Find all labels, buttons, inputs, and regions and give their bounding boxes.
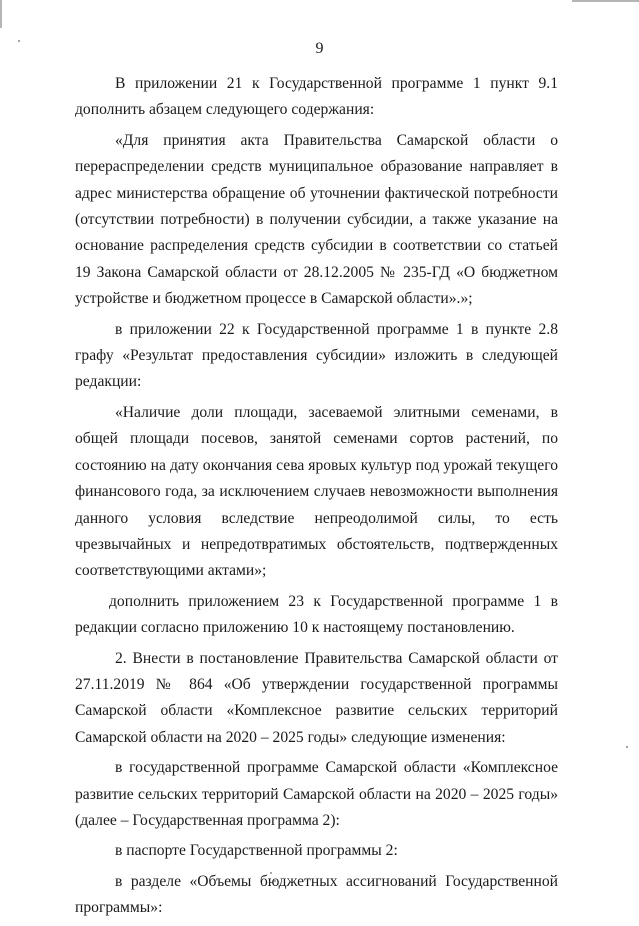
page-number: 9: [315, 40, 324, 57]
scan-edge-mark-left: [0, 0, 2, 28]
paragraph-passport-program-2: в паспорте Государственной программы 2:: [115, 842, 398, 860]
paragraph-quoted-subsidy-result: «Наличие доли площади, засеваемой элитными семенами, в общей площади посевов, занятой семенами сортов растений, по состоянию на дату окончания сева яровых культур под урожай текущего финансового года, за исключением случаев невозможности выполнения данного условия вследствие непреодолимой силы, то есть чрезвычайных и непредотвратимых обстоятельств, подтвержденных соответствующими актами»;: [75, 403, 558, 580]
paragraph-item-2-amend-resolution: 2. Внести в постановление Правительства Самарской области от 27.11.2019 № 864 «Об утверждении государственной программы Самарской области «Комплексное развитие сельских территорий Самарской области на 2020 – 2025 годы» следующие изменения:: [75, 649, 558, 746]
paragraph-appendix-22: в приложении 22 к Государственной программе 1 в пункте 2.8 графу «Результат предоставления субсидии» изложить в следующей редакции:: [75, 320, 558, 391]
paragraph-state-program-2: в государственной программе Самарской области «Комплексное развитие сельских территорий Самарской области на 2020 – 2025 годы» (далее – Государственная программа 2):: [75, 759, 558, 829]
paragraph-quoted-subsidy-redistribution: «Для принятия акта Правительства Самарской области о перераспределении средств муниципальное образование направляет в адрес министерства обращение об уточнении фактической потребности (отсутствии потребности) в получении субсидии, а также указание на основание распределения средств субсидии в соответствии со статьей 19 Закона Самарской области от 28.12.2005 № 235-ГД «О бюджетном устройстве и бюджетном процессе в Самарской области».»;: [75, 131, 558, 308]
scan-speck: [626, 746, 628, 748]
document-body: [75, 71, 558, 926]
paragraph-appendix-21: В приложении 21 к Государственной программе 1 пункт 9.1 дополнить абзацем следующего содержания:: [75, 75, 558, 119]
paragraph-section-budget-allocations: в разделе «Объемы бюджетных ассигнований Государственной программы»:: [75, 872, 558, 917]
scan-edge-mark-top-right: [572, 0, 639, 2]
paragraph-add-appendix-23: дополнить приложением 23 к Государственной программе 1 в редакции согласно приложению 10 к настоящему постановлению.: [75, 592, 558, 637]
